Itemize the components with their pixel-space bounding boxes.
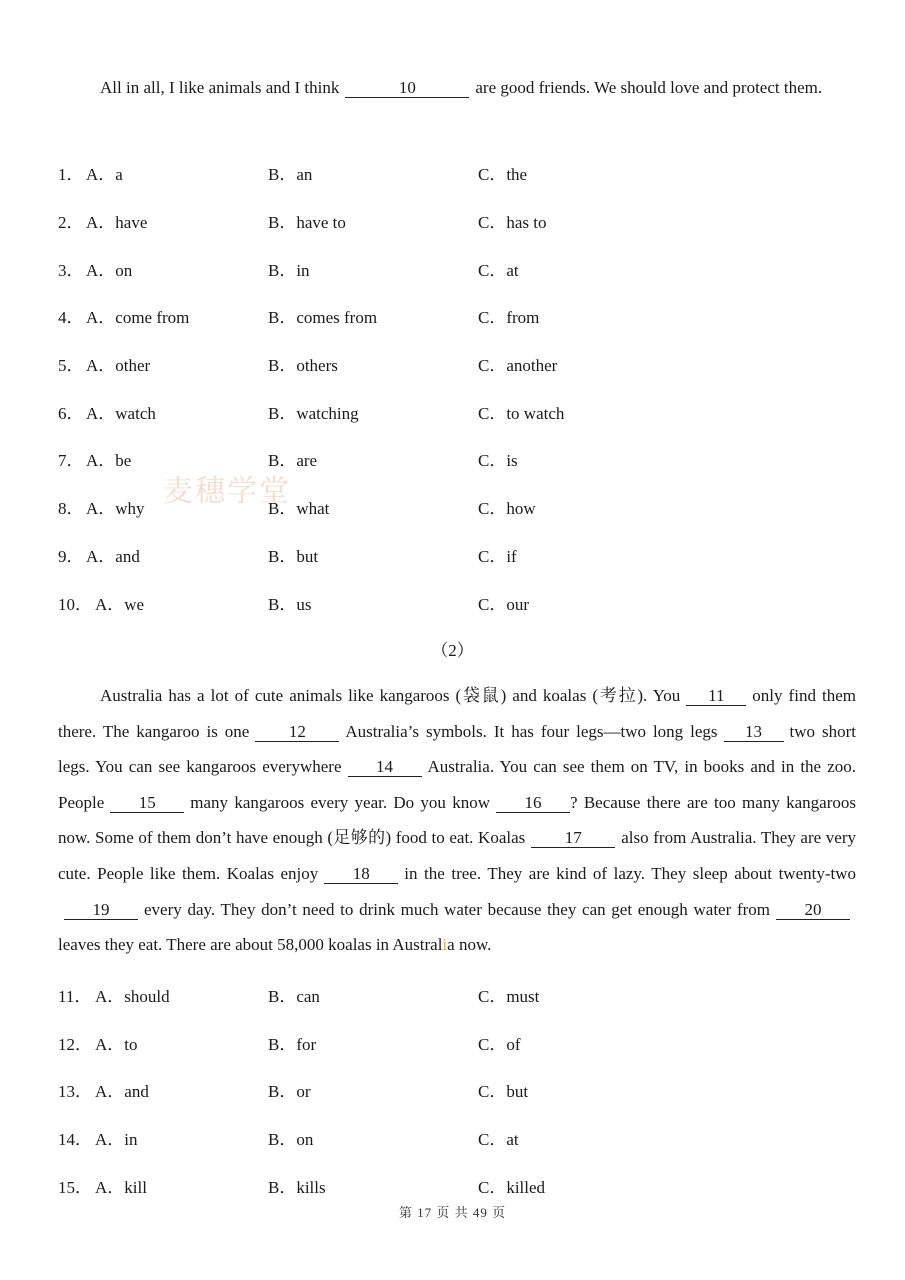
option-a[interactable]: A．we bbox=[95, 595, 145, 614]
question-row bbox=[0, 982, 905, 1012]
option-c[interactable]: C．how bbox=[478, 499, 536, 518]
question-number: 3． bbox=[58, 261, 84, 280]
option-b[interactable]: B．but bbox=[268, 547, 319, 566]
question-row bbox=[0, 303, 905, 333]
option-b[interactable]: B．others bbox=[268, 356, 338, 375]
question-number: 12． bbox=[58, 1035, 92, 1054]
question-row bbox=[0, 542, 905, 572]
option-c[interactable]: C．but bbox=[478, 1082, 529, 1101]
option-a[interactable]: A．and bbox=[86, 547, 140, 566]
option-b[interactable]: B．have to bbox=[268, 213, 346, 232]
option-b[interactable]: B．on bbox=[268, 1130, 314, 1149]
option-b[interactable]: B．watching bbox=[268, 404, 359, 423]
question-number: 9． bbox=[58, 547, 84, 566]
option-c[interactable]: C．to watch bbox=[478, 404, 565, 423]
question-row bbox=[0, 494, 905, 524]
question-number: 11． bbox=[58, 987, 92, 1006]
option-c[interactable]: C．has to bbox=[478, 213, 547, 232]
option-a[interactable]: A．why bbox=[86, 499, 145, 518]
passage-text: are good friends. We should love and protect them. bbox=[475, 78, 823, 97]
passage-text: Australia. You can see them on TV, in books and in the zoo. People bbox=[58, 757, 856, 812]
highlight-mark: i bbox=[442, 935, 448, 955]
option-a[interactable]: A．should bbox=[95, 987, 170, 1006]
question-number: 14． bbox=[58, 1130, 92, 1149]
question-row bbox=[0, 1077, 905, 1107]
passage-text: every day. They don’t need to drink much water because they can get enough water from bbox=[144, 899, 770, 919]
option-c[interactable]: C．at bbox=[478, 1130, 519, 1149]
question-number: 6． bbox=[58, 404, 84, 423]
blank-12: 12 bbox=[255, 723, 339, 742]
option-b[interactable]: B．in bbox=[268, 261, 310, 280]
option-c[interactable]: C．our bbox=[478, 595, 529, 614]
passage-text: Australia has a lot of cute animals like kangaroos (袋鼠) and koalas (考拉). You bbox=[100, 686, 681, 705]
passage-text: in the tree. They are kind of lazy. They sleep about twenty-two bbox=[404, 863, 856, 883]
option-b[interactable]: B．are bbox=[268, 451, 318, 470]
question-row bbox=[0, 256, 905, 286]
question-number: 7． bbox=[58, 451, 84, 470]
blank-17: 17 bbox=[531, 829, 615, 848]
option-b[interactable]: B．or bbox=[268, 1082, 311, 1101]
passage-text: also from Australia. They are very cute. People like them. Koalas enjoy bbox=[58, 828, 856, 883]
option-a[interactable]: A．come from bbox=[86, 308, 190, 327]
passage-text: only find them there. The kangaroo is one bbox=[58, 686, 856, 741]
option-a[interactable]: A．be bbox=[86, 451, 132, 470]
option-c[interactable]: C．if bbox=[478, 547, 517, 566]
blank-18: 18 bbox=[324, 865, 398, 884]
passage-1-ending bbox=[58, 70, 856, 106]
option-b[interactable]: B．what bbox=[268, 499, 330, 518]
blank-11: 11 bbox=[686, 687, 746, 706]
option-a[interactable]: A．kill bbox=[95, 1178, 147, 1197]
option-b[interactable]: B．for bbox=[268, 1035, 317, 1054]
question-row bbox=[0, 1030, 905, 1060]
passage-text: ? Because there are too many kangaroos now. Some of them don’t have enough (足够的) food to eat. Koalas bbox=[58, 792, 856, 848]
passage-text: two short legs. You can see kangaroos everywhere bbox=[58, 721, 856, 777]
option-c[interactable]: C．of bbox=[478, 1035, 521, 1054]
option-b[interactable]: B．us bbox=[268, 595, 312, 614]
section-heading: （2） bbox=[431, 641, 474, 660]
option-c[interactable]: C．is bbox=[478, 451, 518, 470]
option-b[interactable]: B．can bbox=[268, 987, 320, 1006]
option-c[interactable]: C．killed bbox=[478, 1178, 546, 1197]
question-number: 1． bbox=[58, 165, 84, 184]
option-b[interactable]: B．an bbox=[268, 165, 313, 184]
question-number: 5． bbox=[58, 356, 84, 375]
passage-text: a now. bbox=[447, 935, 492, 955]
blank-10: 10 bbox=[345, 79, 469, 98]
question-row bbox=[0, 351, 905, 381]
question-number: 10． bbox=[58, 595, 92, 614]
option-b[interactable]: B．kills bbox=[268, 1178, 326, 1197]
passage-2 bbox=[58, 678, 856, 963]
option-c[interactable]: C．another bbox=[478, 356, 558, 375]
option-a[interactable]: A．other bbox=[86, 356, 151, 375]
option-a[interactable]: A．watch bbox=[86, 404, 156, 423]
question-row bbox=[0, 208, 905, 238]
passage-text: All in all, I like animals and I think bbox=[100, 78, 340, 97]
blank-19: 19 bbox=[64, 901, 138, 920]
option-c[interactable]: C．the bbox=[478, 165, 528, 184]
blank-13: 13 bbox=[724, 723, 784, 742]
question-row bbox=[0, 1173, 905, 1203]
question-row bbox=[0, 590, 905, 620]
option-c[interactable]: C．from bbox=[478, 308, 540, 327]
blank-20: 20 bbox=[776, 901, 850, 920]
question-number: 2． bbox=[58, 213, 84, 232]
blank-15: 15 bbox=[110, 794, 184, 813]
page-footer: 第 17 页 共 49 页 bbox=[398, 1205, 507, 1220]
question-row bbox=[0, 1125, 905, 1155]
question-row bbox=[0, 446, 905, 476]
question-number: 4． bbox=[58, 308, 84, 327]
passage-text: many kangaroos every year. Do you know bbox=[190, 792, 490, 812]
question-number: 15． bbox=[58, 1178, 92, 1197]
passage-text: Australia’s symbols. It has four legs—two long legs bbox=[345, 721, 718, 741]
option-a[interactable]: A．on bbox=[86, 261, 133, 280]
option-a[interactable]: A．a bbox=[86, 165, 123, 184]
option-a[interactable]: A．and bbox=[95, 1082, 149, 1101]
question-row bbox=[0, 160, 905, 190]
blank-14: 14 bbox=[348, 758, 422, 777]
question-number: 13． bbox=[58, 1082, 92, 1101]
option-b[interactable]: B．comes from bbox=[268, 308, 378, 327]
passage-text: leaves they eat. There are about 58,000 koalas in Austral bbox=[58, 935, 443, 955]
option-a[interactable]: A．have bbox=[86, 213, 148, 232]
blank-16: 16 bbox=[496, 794, 570, 813]
question-row bbox=[0, 399, 905, 429]
option-a[interactable]: A．to bbox=[95, 1035, 138, 1054]
question-number: 8． bbox=[58, 499, 84, 518]
option-c[interactable]: C．at bbox=[478, 261, 519, 280]
option-c[interactable]: C．must bbox=[478, 987, 540, 1006]
option-a[interactable]: A．in bbox=[95, 1130, 138, 1149]
watermark: 麦穗学堂 bbox=[163, 474, 291, 509]
